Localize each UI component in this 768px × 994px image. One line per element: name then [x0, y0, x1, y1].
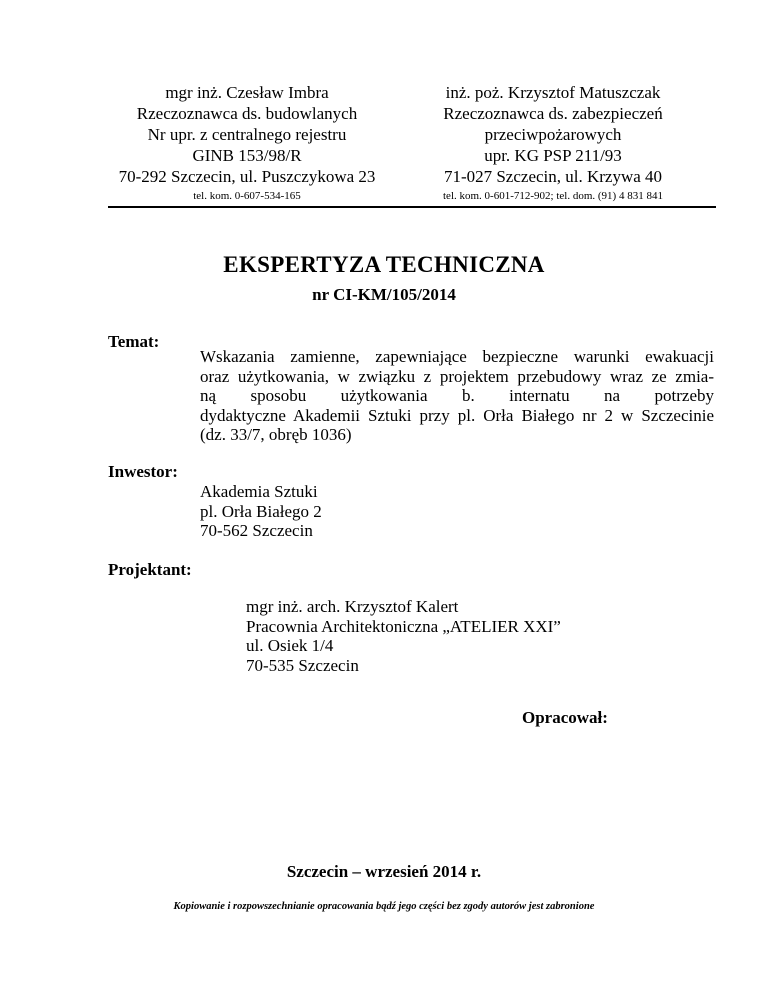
- expert-left-registry: Nr upr. z centralnego rejestru: [147, 125, 347, 144]
- topic-line: dydaktyczne Akademii Sztuki przy pl. Orła Białego nr 2 w Szczecinie: [200, 405, 714, 425]
- designer-studio: Pracownia Architektoniczna „ATELIER XXI”: [246, 616, 561, 636]
- prepared-by-label: Opracował:: [522, 708, 608, 727]
- topic-line: (dz. 33/7, obręb 1036): [200, 425, 352, 444]
- designer-street: ul. Osiek 1/4: [246, 636, 334, 655]
- expert-left-name: mgr inż. Czesław Imbra: [165, 83, 329, 102]
- investor-details: [200, 482, 322, 541]
- topic-label: Temat:: [108, 332, 160, 351]
- expert-left-block: [100, 82, 394, 204]
- designer-details: [246, 597, 561, 675]
- copyright-notice: Kopiowanie i rozpowszechnianie opracowania bądź jego części bez zgody autorów jest zabronione: [173, 901, 595, 912]
- expert-right-phone: tel. kom. 0-601-712-902; tel. dom. (91) 4 831 841: [443, 190, 663, 202]
- expert-left-role: Rzeczoznawca ds. budowlanych: [136, 104, 358, 123]
- designer-name: mgr inż. arch. Krzysztof Kalert: [246, 597, 459, 616]
- investor-name: Akademia Sztuki: [200, 482, 318, 501]
- expert-right-license: upr. KG PSP 211/93: [484, 146, 622, 165]
- investor-label: Inwestor:: [108, 462, 178, 481]
- header-divider: [108, 206, 716, 208]
- expert-right-block: [408, 82, 698, 204]
- expert-right-role-cont: przeciwpożarowych: [484, 125, 622, 144]
- expert-right-address: 71-027 Szczecin, ul. Krzywa 40: [443, 167, 663, 186]
- topic-text: [200, 347, 714, 445]
- investor-street: pl. Orła Białego 2: [200, 501, 322, 521]
- topic-line: Wskazania zamienne, zapewniające bezpieczne warunki ewakuacji: [200, 347, 714, 366]
- expert-right-name: inż. poż. Krzysztof Matuszczak: [445, 83, 661, 102]
- investor-city: 70-562 Szczecin: [200, 521, 313, 540]
- document-title: EKSPERTYZA TECHNICZNA: [223, 252, 545, 277]
- expert-right-role: Rzeczoznawca ds. zabezpieczeń: [443, 104, 663, 123]
- expert-left-phone: tel. kom. 0-607-534-165: [193, 190, 301, 202]
- designer-label: Projektant:: [108, 560, 192, 579]
- topic-line: oraz użytkowania, w związku z projektem przebudowy wraz ze zmia-: [200, 366, 714, 386]
- designer-city: 70-535 Szczecin: [246, 655, 359, 675]
- expert-left-address: 70-292 Szczecin, ul. Puszczykowa 23: [118, 167, 376, 186]
- expert-left-license: GINB 153/98/R: [192, 146, 302, 165]
- topic-line: ną sposobu użytkowania b. internatu na potrzeby: [200, 386, 714, 405]
- document-number: nr CI-KM/105/2014: [312, 285, 456, 304]
- place-and-date: Szczecin – wrzesień 2014 r.: [286, 862, 482, 881]
